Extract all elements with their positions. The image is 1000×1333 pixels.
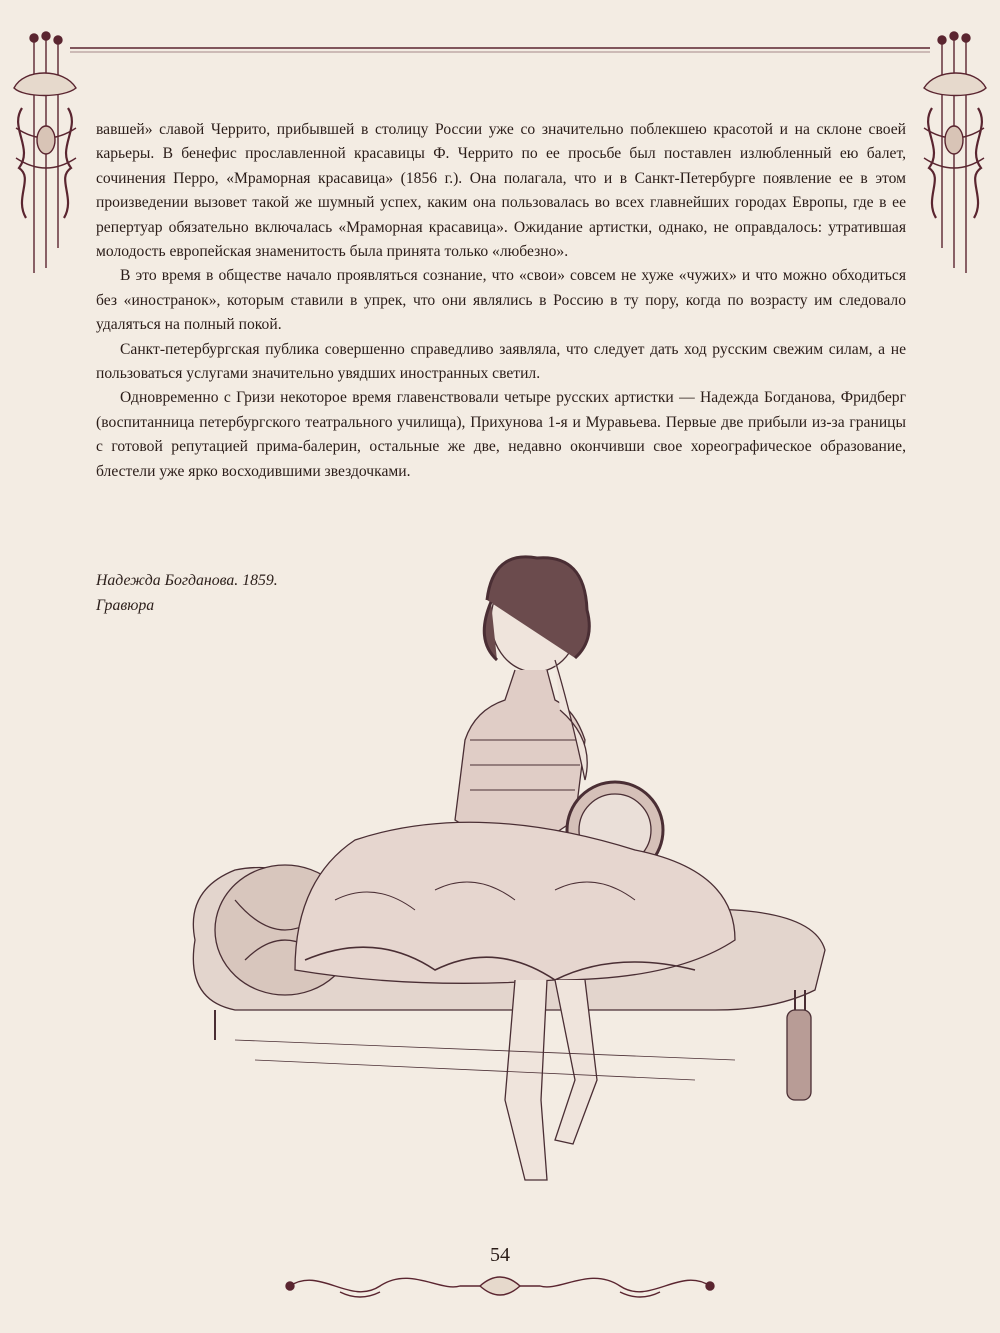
illustration-caption <box>96 568 356 618</box>
caption-line-2: Гравюра <box>96 597 155 614</box>
engraving-illustration <box>175 540 875 1220</box>
paragraph-2: В это время в обществе начало проявляться сознание, что «свои» совсем не хуже «чужих» и что можно обходиться без «иностранок», которым ставили в упрек, что они являлись в Россию в ту пору, когда по возрасту им следовало удаляться на полный покой. <box>96 267 906 334</box>
corner-ornament-right <box>914 28 996 278</box>
body-text <box>96 118 906 484</box>
corner-ornament-left <box>4 28 86 278</box>
paragraph-3: Санкт-петербургская публика совершенно справедливо заявляла, что следует дать ход русским свежим силам, а не пользоваться услугами значительно увядших иностранных светил. <box>96 340 906 383</box>
caption-line-1: Надежда Богданова. 1859. <box>96 572 278 589</box>
page-number: 54 <box>490 1244 510 1266</box>
top-border-rule <box>70 44 930 56</box>
paragraph-1: вавшей» славой Черрито, прибывшей в столицу России уже со значительно поблекшею красотой и на склоне своей карьеры. В бенефис прославленной красавицы Ф. Черрито по ее просьбе был поставлен излюбленный ею балет, сочинения Перро, «Мраморная красавица» (1856 г.). Она полагала, что и в Санкт-Петербурге появление ее в этом произведении вызовет такой же шумный успех, каким она пользовалась во всех главнейших городах Европы, где в ее репертуар обязательно включалась «Мраморная красавица». Ожидание артистки, однако, не оправдалось: утратившая молодость европейская знаменитость была принята только «любезно». <box>96 121 906 261</box>
bottom-ornament <box>280 1262 720 1308</box>
paragraph-4: Одновременно с Гризи некоторое время главенствовали четыре русских артистки — Надежда Богданова, Фридберг (воспитанница петербургского театрального училища), Прихунова 1-я и Муравьева. Первые две прибыли из-за границы с готовой репутацией прима-балерин, остальные же две, недавно окончивши свое хореографическое образование, блестели уже ярко восходившими звездочками. <box>96 389 906 480</box>
